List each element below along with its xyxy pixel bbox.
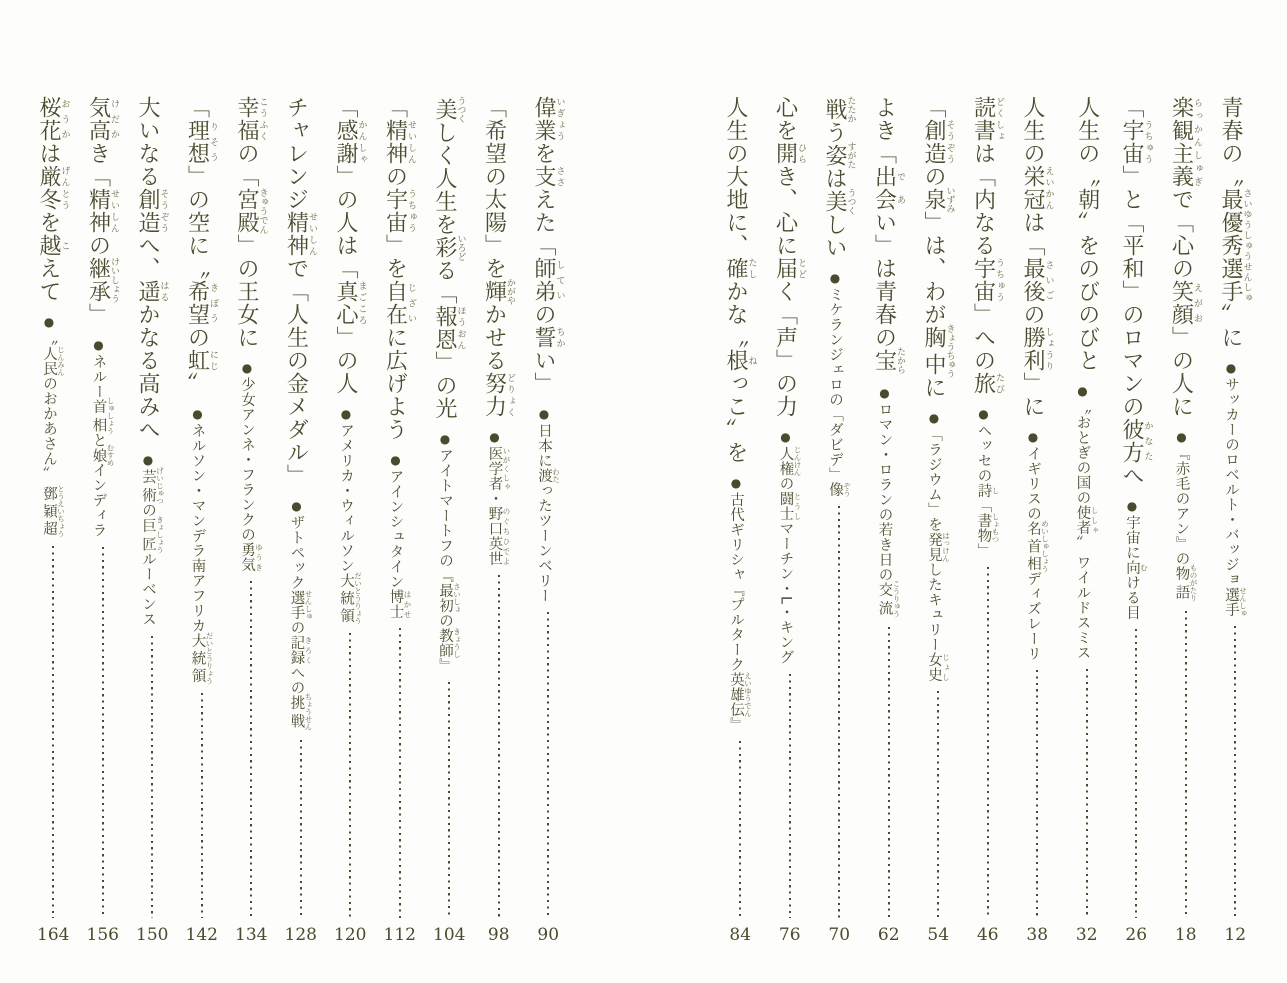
toc-entry-text bbox=[716, 96, 766, 922]
toc-entry-subtitle-text: アインシュタイン博士 はかせ bbox=[387, 469, 412, 619]
dotted-leader-icon bbox=[448, 682, 450, 918]
bullet-icon: ● bbox=[190, 407, 205, 423]
toc-entry-title: チャレンジ精神せいしんで「人生の金メダル」 bbox=[283, 96, 317, 487]
toc-entry-text bbox=[1013, 96, 1063, 922]
dotted-leader-icon bbox=[201, 693, 203, 918]
toc-entry-text bbox=[326, 96, 376, 922]
bullet-icon: ● bbox=[1026, 430, 1040, 446]
toc-entry-title: 偉業いぎょうを支ささえた「師弟していの誓ちかい」 bbox=[531, 96, 565, 395]
toc-entry-page-number: 54 bbox=[927, 925, 950, 945]
toc-entry-page-number: 142 bbox=[185, 925, 218, 945]
toc-entry-subtitle bbox=[1026, 430, 1050, 661]
toc-entry-text bbox=[1062, 96, 1112, 922]
toc-entry-text bbox=[128, 96, 178, 922]
dotted-leader-icon bbox=[937, 691, 939, 918]
toc-entry bbox=[276, 96, 326, 948]
bullet-icon: ● bbox=[240, 361, 254, 377]
toc-entry-title: 美うつくしく人生を彩いろどる「報恩ほうおん」の光 bbox=[432, 96, 466, 420]
toc-entry-page-number: 18 bbox=[1174, 925, 1197, 945]
bullet-icon: ● bbox=[1075, 384, 1090, 400]
dotted-leader-icon bbox=[547, 612, 549, 918]
toc-entry-title: よき「出会であい」は青春の宝たから bbox=[871, 96, 905, 374]
page-gutter bbox=[573, 96, 715, 983]
bullet-icon: ● bbox=[42, 315, 56, 331]
toc-entry-page-number: 164 bbox=[37, 925, 70, 945]
toc-entry-title: 読書どくしょは「内なる宇宙うちゅう」への旅たび bbox=[970, 96, 1004, 395]
toc-entry-text bbox=[177, 96, 227, 922]
bullet-icon: ● bbox=[537, 407, 551, 423]
bullet-icon: ● bbox=[729, 476, 743, 492]
toc-entry-subtitle bbox=[388, 453, 412, 619]
toc-entry-subtitle-text: ネルソン・マンデラ南アフリカ大統領 だいとうりょう bbox=[189, 423, 214, 685]
toc-entry-title: 気高けだかき「精神せいしんの継承けいしょう」 bbox=[85, 96, 119, 326]
toc-entry-title: 桜花おうかは厳冬げんとうを越こえて bbox=[36, 96, 70, 303]
toc-entry-title: 大いなる創造そうぞうへ、遥はるかなる高みへ bbox=[135, 96, 169, 441]
toc-entry-text bbox=[78, 96, 128, 922]
bullet-icon: ● bbox=[927, 411, 941, 427]
toc-entry-subtitle-text: ミケランジェロの「ダビデ」像 ぞう bbox=[827, 287, 852, 497]
toc-entry-subtitle-text: ヘッセの詩 し「書物 しょもつ」 bbox=[975, 423, 1000, 558]
dotted-leader-icon bbox=[300, 740, 302, 918]
toc-entry-page-number: 32 bbox=[1075, 925, 1098, 945]
toc-entry-text bbox=[963, 96, 1013, 922]
toc-entry bbox=[29, 96, 79, 948]
toc-entry-text bbox=[227, 96, 277, 922]
bullet-icon: ● bbox=[1125, 499, 1139, 515]
toc-entry bbox=[716, 96, 766, 948]
dotted-leader-icon bbox=[1135, 629, 1137, 918]
toc-entry-text bbox=[1112, 96, 1162, 922]
toc-entry bbox=[375, 96, 425, 948]
toc-entry-subtitle bbox=[240, 361, 264, 572]
toc-entry-subtitle bbox=[1224, 361, 1248, 617]
entries-right bbox=[715, 96, 1260, 948]
toc-entry-subtitle bbox=[1125, 499, 1149, 620]
toc-entry-page-number: 26 bbox=[1125, 925, 1148, 945]
toc-entry-subtitle bbox=[828, 271, 852, 497]
toc-entry-subtitle bbox=[91, 338, 115, 538]
toc-entry bbox=[914, 96, 964, 948]
toc-entry-subtitle-text: 『赤毛のアン』の物語 ものがたり bbox=[1173, 446, 1198, 602]
toc-entry-text bbox=[765, 96, 815, 922]
toc-entry-title: 「感謝かんしゃ」の人は「真心まごころ」の人 bbox=[333, 96, 367, 395]
bullet-icon: ● bbox=[289, 499, 304, 515]
toc-entry-page-number: 150 bbox=[136, 925, 169, 945]
bullet-icon: ● bbox=[976, 407, 991, 423]
toc-entry-subtitle-text: イギリスの名首相 めいしゅしょうディズレーリ bbox=[1025, 446, 1050, 661]
dotted-leader-icon bbox=[838, 506, 840, 918]
bullet-icon: ● bbox=[778, 430, 793, 446]
toc-entry bbox=[326, 96, 376, 948]
dotted-leader-icon bbox=[888, 627, 890, 918]
toc-entry-subtitle bbox=[976, 407, 1000, 558]
toc-entry-title: 「創造そうぞうの泉いずみ」は、わが胸中きょうちゅうに bbox=[921, 96, 955, 399]
toc-entry-subtitle-text: 芸術 げいじゅつの巨匠 きょしょうルーベンス bbox=[140, 467, 165, 627]
dotted-leader-icon bbox=[52, 546, 54, 918]
toc-entry bbox=[815, 96, 865, 948]
toc-entry-title: 青春の〝最優秀選手さいゆうしゅうせんしゅ〞に bbox=[1218, 96, 1252, 349]
toc-entry-subtitle-text: アイトマートフの『最初 さいしょの教師 きょうし』 bbox=[437, 448, 462, 673]
toc-entry bbox=[1161, 96, 1211, 948]
toc-entry-subtitle-text: 宇宙に向 むける目 bbox=[1124, 515, 1149, 620]
toc-entry bbox=[864, 96, 914, 948]
toc-entry-subtitle-text: ロマン・ロランの若き日の交流 こうりゅう bbox=[876, 402, 901, 618]
dotted-leader-icon bbox=[498, 575, 500, 918]
toc-entry-page-number: 62 bbox=[877, 925, 900, 945]
toc-entry-page-number: 38 bbox=[1026, 925, 1049, 945]
toc-entry-title: 幸福こうふくの「宮殿きゅうでん」の王女に bbox=[234, 96, 268, 349]
dotted-leader-icon bbox=[349, 633, 351, 918]
dotted-leader-icon bbox=[1234, 626, 1236, 918]
toc-entry-subtitle-text: 少女アンネ・フランクの勇気 ゆうき bbox=[239, 377, 264, 572]
toc-entry-subtitle bbox=[1075, 384, 1099, 660]
toc-entry-subtitle-text: アメリカ・ウィルソン大統領 だいとうりょう bbox=[338, 423, 363, 625]
toc-entry-page-number: 12 bbox=[1224, 925, 1247, 945]
bullet-icon: ● bbox=[1174, 430, 1189, 446]
toc-entry-subtitle bbox=[42, 315, 66, 537]
bullet-icon: ● bbox=[438, 432, 452, 448]
toc-entry-subtitle-text: サッカーのロベルト・バッジョ選手 せんしゅ bbox=[1223, 377, 1248, 617]
bullet-icon: ● bbox=[487, 430, 502, 446]
toc-entry-title: 人生の大地に、確たしかな〝根ねっこ〞を bbox=[723, 96, 757, 464]
entries-left bbox=[28, 96, 573, 948]
toc-entry-subtitle-text: 〝人民 じんみんのおかあさん〞 鄧穎超 とうえいちょう bbox=[41, 331, 66, 538]
toc-entry-title: 人生の栄冠えいかんは「最後さいごの勝利しょうり」に bbox=[1020, 96, 1054, 418]
dotted-leader-icon bbox=[399, 628, 401, 918]
toc-entry-subtitle bbox=[190, 407, 214, 684]
toc-entry-text bbox=[375, 96, 425, 922]
toc-entry bbox=[78, 96, 128, 948]
dotted-leader-icon bbox=[151, 636, 153, 919]
toc-entry-subtitle-text: 日本に渡 わたったツーンベリー bbox=[536, 423, 561, 603]
toc-page-left bbox=[28, 96, 573, 948]
toc-entry-subtitle-text: 人権 じんけんの闘士 とうしマーチン・L・キング bbox=[777, 446, 802, 665]
toc-entry-title: 人生の〝朝〞をのびのびと bbox=[1074, 96, 1100, 372]
toc-page-right bbox=[715, 96, 1260, 948]
toc-entry bbox=[227, 96, 277, 948]
toc-entry-subtitle-text: ネルー首相 しゅしょうと娘 むすめインディラ bbox=[90, 354, 115, 538]
toc-entry-page-number: 46 bbox=[976, 925, 999, 945]
toc-entry-title: 「理想りそう」の空に〝希望きぼうの虹にじ〞 bbox=[184, 96, 218, 395]
dotted-leader-icon bbox=[1086, 669, 1088, 918]
toc-entry-text bbox=[276, 96, 326, 922]
dotted-leader-icon bbox=[250, 581, 252, 918]
dotted-leader-icon bbox=[739, 741, 741, 918]
toc-entry-subtitle bbox=[927, 411, 951, 682]
toc-entry bbox=[765, 96, 815, 948]
toc-entry-subtitle bbox=[487, 430, 511, 566]
toc-entry-subtitle bbox=[537, 407, 561, 603]
toc-entry-page-number: 76 bbox=[778, 925, 801, 945]
toc-entry bbox=[1211, 96, 1261, 948]
toc-entry-subtitle bbox=[729, 476, 753, 732]
toc-entry-title: 「宇宙うちゅう」と「平和」のロマンの彼方かなたへ bbox=[1119, 96, 1153, 487]
toc-entry-page-number: 90 bbox=[537, 925, 560, 945]
toc-entry-title: 楽観主義らっかんしゅぎで「心の笑顔えがお」の人に bbox=[1168, 96, 1202, 418]
toc-entry-text bbox=[864, 96, 914, 922]
toc-entry-subtitle-text: 古代ギリシャ『プルターク英雄伝 えいゆうでん』 bbox=[728, 492, 753, 732]
toc-entry-page-number: 120 bbox=[334, 925, 367, 945]
toc-entry-page-number: 104 bbox=[433, 925, 466, 945]
toc-entry-subtitle bbox=[877, 386, 901, 618]
toc-entry-title: 戦たたかう姿すがたは美うつくしい bbox=[822, 96, 856, 259]
toc-entry-subtitle-text: 医学者 いがくしゃ・野口英世 のぐちひでよ bbox=[486, 446, 511, 566]
bullet-icon: ● bbox=[828, 271, 842, 287]
toc-entry-page-number: 84 bbox=[729, 925, 752, 945]
dotted-leader-icon bbox=[1185, 611, 1187, 918]
toc-entry-page-number: 112 bbox=[383, 925, 416, 945]
toc-entry bbox=[425, 96, 475, 948]
bullet-icon: ● bbox=[91, 338, 106, 354]
toc-entry-subtitle bbox=[141, 453, 165, 627]
toc-entry-title: 「精神せいしんの宇宙うちゅう」を自在じざいに広げよう bbox=[382, 96, 416, 441]
toc-entry bbox=[1112, 96, 1162, 948]
toc-entry-text bbox=[425, 96, 475, 922]
toc-entry-subtitle bbox=[438, 432, 462, 673]
dotted-leader-icon bbox=[987, 567, 989, 918]
bullet-icon: ● bbox=[877, 386, 892, 402]
toc-entry-title: 心を開ひらき、心に届とどく「声」の力 bbox=[772, 96, 806, 418]
toc-entry-page-number: 134 bbox=[235, 925, 268, 945]
toc-entry bbox=[963, 96, 1013, 948]
toc-entry-page-number: 128 bbox=[284, 925, 317, 945]
toc-entry-subtitle-text: 「ラジウム」を発見 はっけんしたキュリー女史 じょし bbox=[926, 427, 951, 682]
toc-entry-text bbox=[1161, 96, 1211, 922]
toc-entry-text bbox=[524, 96, 574, 922]
toc-entry bbox=[524, 96, 574, 948]
toc-entry-title: 「希望の太陽」を輝かがやかせる努力どりょく bbox=[481, 96, 515, 418]
toc-entry bbox=[177, 96, 227, 948]
bullet-icon: ● bbox=[1224, 361, 1238, 377]
toc-entry-text bbox=[29, 96, 79, 922]
toc-entry-text bbox=[914, 96, 964, 922]
bullet-icon: ● bbox=[339, 407, 353, 423]
toc-entry-subtitle-text: 〝おとぎの国の使者 ししゃ〞 ワイルドスミス bbox=[1074, 400, 1099, 661]
toc-entry-text bbox=[1211, 96, 1261, 922]
bullet-icon: ● bbox=[141, 453, 155, 469]
toc-entry-subtitle bbox=[1174, 430, 1198, 602]
toc-entry-subtitle bbox=[289, 499, 313, 731]
bullet-icon: ● bbox=[388, 453, 403, 469]
toc-entry bbox=[128, 96, 178, 948]
toc-entry bbox=[474, 96, 524, 948]
toc-entry-page-number: 98 bbox=[487, 925, 510, 945]
toc-entry bbox=[1013, 96, 1063, 948]
dotted-leader-icon bbox=[1036, 670, 1038, 918]
toc-entry-text bbox=[474, 96, 524, 922]
toc-entry-page-number: 70 bbox=[828, 925, 851, 945]
toc-entry-subtitle bbox=[339, 407, 363, 624]
toc-entry-text bbox=[815, 96, 865, 922]
dotted-leader-icon bbox=[789, 674, 791, 918]
toc-entry-subtitle bbox=[778, 430, 802, 665]
toc-entry-page-number: 156 bbox=[86, 925, 119, 945]
dotted-leader-icon bbox=[102, 547, 104, 918]
toc-entry bbox=[1062, 96, 1112, 948]
toc-entry-subtitle-text: ザトペック選手 せんしゅの記録 きろくへの挑戦 ちょうせん bbox=[288, 515, 313, 731]
